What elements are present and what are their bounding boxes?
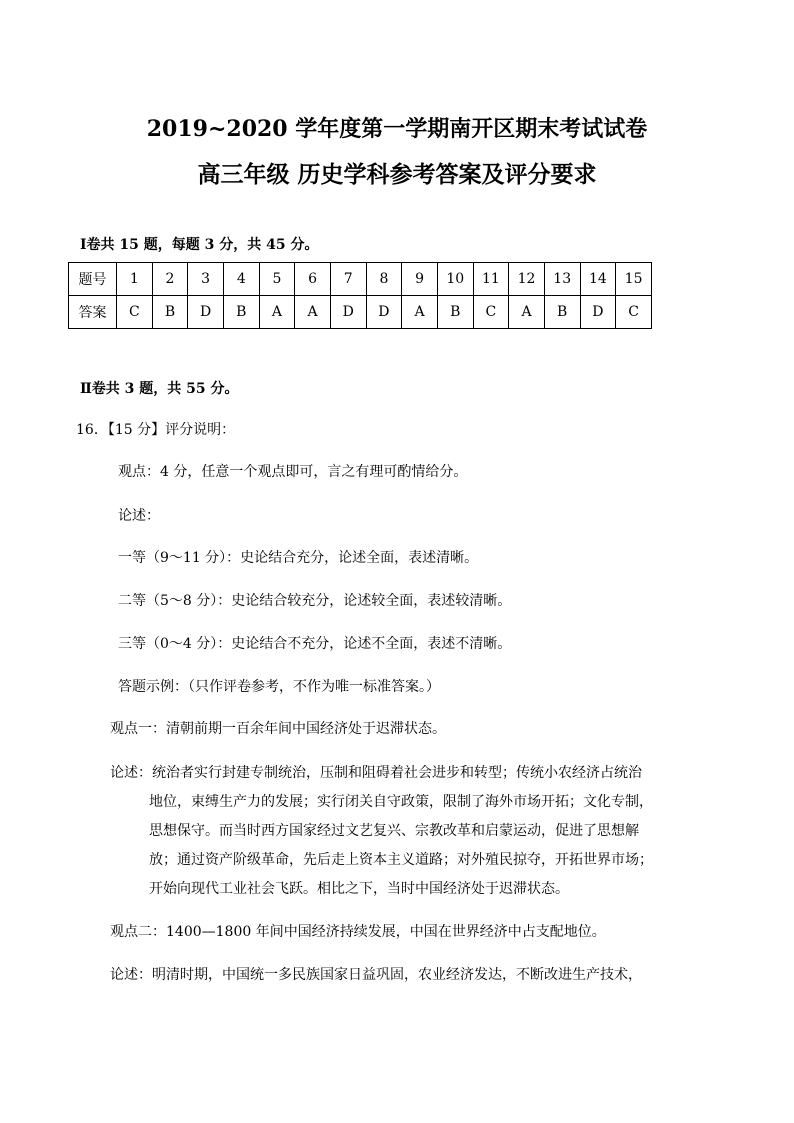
table-cell: 12 <box>509 263 545 296</box>
table-cell: 7 <box>330 263 366 296</box>
part2-heading: Ⅱ卷共 3 题，共 55 分。 <box>80 381 239 397</box>
table-cell: C <box>473 296 509 329</box>
grade-2: 二等（5～8 分）：史论结合较充分，论述较全面，表述较清晰。 <box>118 593 512 609</box>
grade-1: 一等（9～11 分）：史论结合充分，论述全面，表述清晰。 <box>118 550 479 566</box>
table-cell: C <box>117 296 153 329</box>
viewpoint-one: 观点一：清朝前期一百余年间中国经济处于迟滞状态。 <box>110 721 446 737</box>
row-label-number: 题号 <box>69 263 117 296</box>
table-cell: B <box>437 296 473 329</box>
argument-one-line: 放；通过资产阶级革命，先后走上资本主义道路；对外殖民掠夺，开拓世界市场； <box>149 852 653 868</box>
table-cell: A <box>259 296 295 329</box>
argument-one-line: 论述：统治者实行封建专制统治，压制和阻碍着社会进步和转型；传统小农经济占统治 <box>110 765 642 781</box>
table-cell: 6 <box>295 263 331 296</box>
grade-3: 三等（0～4 分）：史论结合不充分，论述不全面，表述不清晰。 <box>118 636 512 652</box>
table-cell: D <box>366 296 402 329</box>
page-title-line2: 高三年级 历史学科参考答案及评分要求 <box>197 161 597 188</box>
table-cell: 10 <box>437 263 473 296</box>
table-cell: A <box>295 296 331 329</box>
table-cell: D <box>330 296 366 329</box>
table-cell: 8 <box>366 263 402 296</box>
page-title-line1: 2019~2020 学年度第一学期南开区期末考试试卷 <box>146 116 648 142</box>
table-cell: 13 <box>544 263 580 296</box>
argument-two-line: 论述：明清时期，中国统一多民族国家日益巩固，农业经济发达，不断改进生产技术， <box>110 967 642 983</box>
argument-label: 论述： <box>118 508 160 524</box>
viewpoint-rule: 观点：4 分，任意一个观点即可，言之有理可酌情给分。 <box>118 464 468 480</box>
table-cell: A <box>402 296 438 329</box>
row-label-answer: 答案 <box>69 296 117 329</box>
table-cell: 4 <box>223 263 259 296</box>
table-cell: D <box>580 296 616 329</box>
answer-table <box>68 262 652 329</box>
viewpoint-two: 观点二：1400—1800 年间中国经济持续发展，中国在世界经济中占支配地位。 <box>110 924 606 940</box>
table-cell: 9 <box>402 263 438 296</box>
table-cell: A <box>509 296 545 329</box>
table-cell: 11 <box>473 263 509 296</box>
part1-heading: Ⅰ卷共 15 题，每题 3 分，共 45 分。 <box>80 237 319 253</box>
table-cell: B <box>152 296 188 329</box>
table-cell: 14 <box>580 263 616 296</box>
table-row-answers <box>69 296 652 329</box>
argument-one-line: 开始向现代工业社会飞跃。相比之下，当时中国经济处于迟滞状态。 <box>149 881 569 897</box>
table-cell: B <box>544 296 580 329</box>
table-row-numbers <box>69 263 652 296</box>
table-cell: 1 <box>117 263 153 296</box>
table-cell: B <box>223 296 259 329</box>
table-cell: 5 <box>259 263 295 296</box>
table-cell: 15 <box>616 263 652 296</box>
q16-title: 16．【15 分】评分说明： <box>76 422 236 438</box>
example-label: 答题示例：（只作评卷参考，不作为唯一标准答案。） <box>118 679 440 695</box>
table-cell: 2 <box>152 263 188 296</box>
table-cell: D <box>188 296 224 329</box>
argument-one-line: 地位，束缚生产力的发展；实行闭关自守政策，限制了海外市场开拓；文化专制， <box>149 794 653 810</box>
table-cell: 3 <box>188 263 224 296</box>
table-cell: C <box>616 296 652 329</box>
argument-one-line: 思想保守。而当时西方国家经过文艺复兴、宗教改革和启蒙运动，促进了思想解 <box>149 823 639 839</box>
